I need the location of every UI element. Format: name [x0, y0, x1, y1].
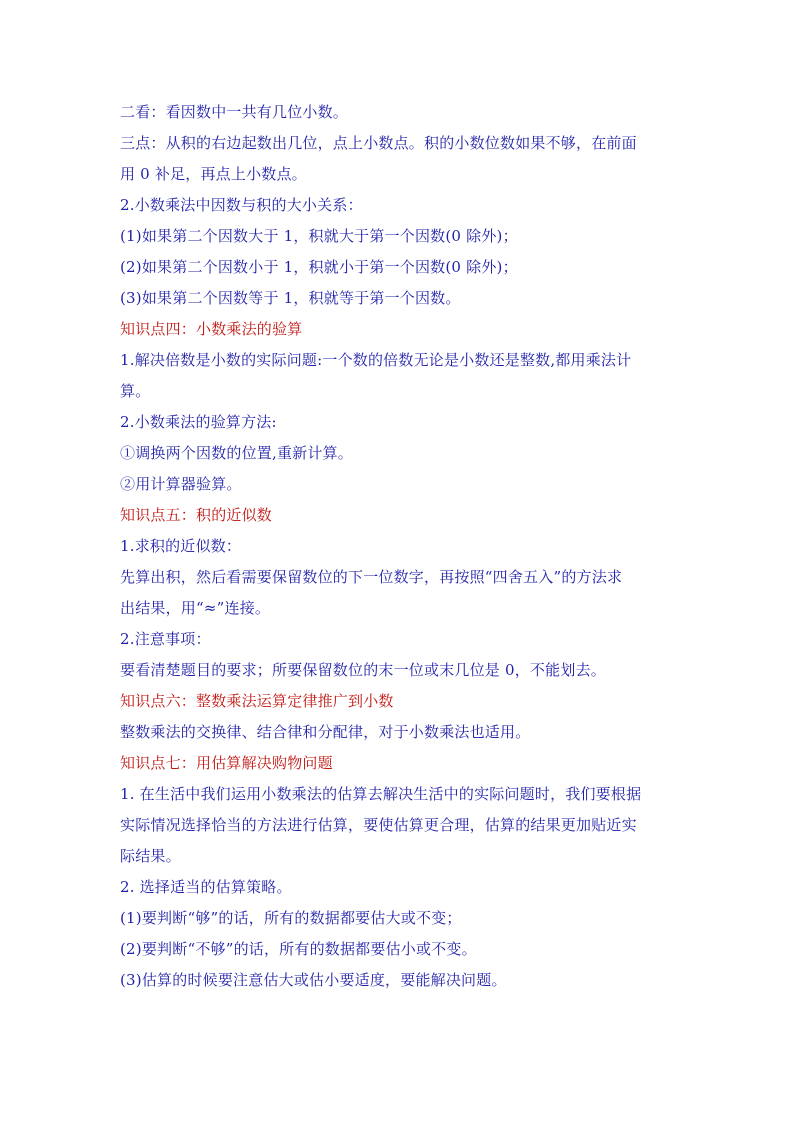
text-line: 要看清楚题目的要求；所要保留数位的末一位或末几位是 0，不能划去。 [120, 661, 606, 679]
text-line: 出结果，用“≈”连接。 [120, 599, 271, 617]
text-line: 2. 选择适当的估算策略。 [120, 878, 292, 896]
text-line: 2.小数乘法中因数与积的大小关系： [120, 196, 363, 214]
text-line: 1. 在生活中我们运用小数乘法的估算去解决生活中的实际问题时，我们要根据 [120, 785, 642, 803]
text-line: 先算出积，然后看需要保留数位的下一位数字，再按照“四舍五入”的方法求 [120, 568, 623, 586]
text-line: (2)如果第二个因数小于 1，积就小于第一个因数(0 除外)； [120, 258, 518, 276]
text-line: (3)估算的时候要注意估大或估小要适度，要能解决问题。 [120, 971, 507, 989]
text-line: 三点：从积的右边起数出几位，点上小数点。积的小数位数如果不够，在前面 [120, 134, 637, 152]
text-line: 算。 [120, 382, 151, 400]
text-line: ①调换两个因数的位置,重新计算。 [120, 444, 353, 462]
text-line: 1.求积的近似数： [120, 537, 242, 555]
text-line: (2)要判断“不够”的话，所有的数据都要估小或不变。 [120, 940, 477, 958]
text-line: 二看：看因数中一共有几位小数。 [120, 103, 349, 121]
document-body [120, 97, 680, 996]
text-line: 际结果。 [120, 847, 181, 865]
section-heading: 知识点五：积的近似数 [120, 506, 273, 524]
section-heading: 知识点七：用估算解决购物问题 [120, 754, 333, 772]
text-line: 实际情况选择恰当的方法进行估算，要使估算更合理，估算的结果更加贴近实 [120, 816, 637, 834]
text-line: 1.解决倍数是小数的实际问题:一个数的倍数无论是小数还是整数,都用乘法计 [120, 351, 632, 369]
text-line: 2.小数乘法的验算方法: [120, 413, 277, 431]
section-heading: 知识点六：整数乘法运算定律推广到小数 [120, 692, 394, 710]
text-line: (1)要判断“够”的话，所有的数据都要估大或不变； [120, 909, 462, 927]
text-line: 用 0 补足，再点上小数点。 [120, 165, 307, 183]
section-heading: 知识点四：小数乘法的验算 [120, 320, 303, 338]
text-line: ②用计算器验算。 [120, 475, 242, 493]
text-line: 2.注意事项： [120, 630, 211, 648]
text-line: (3)如果第二个因数等于 1，积就等于第一个因数。 [120, 289, 461, 307]
text-line: (1)如果第二个因数大于 1，积就大于第一个因数(0 除外)； [120, 227, 518, 245]
text-line: 整数乘法的交换律、结合律和分配律，对于小数乘法也适用。 [120, 723, 531, 741]
